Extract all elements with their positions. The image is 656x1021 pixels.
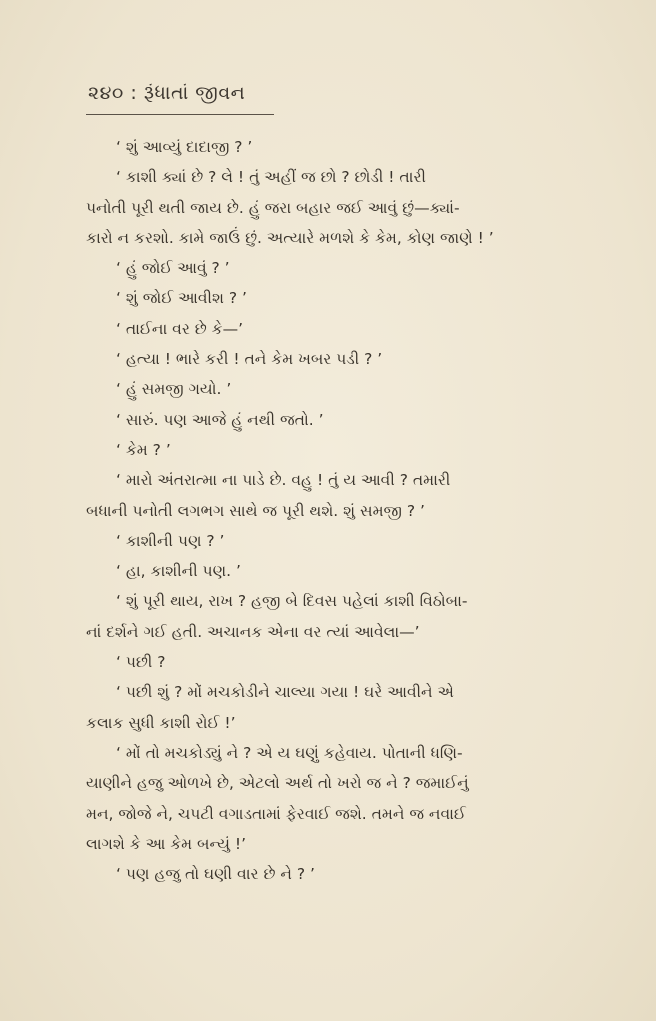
text-line: ‘ હા, કાશીની પણ. ’	[116, 562, 241, 581]
text-line: ‘ મારો અંતરાત્મા ના પાડે છે. વહુ ! તું ય આવી ? તમારી	[116, 471, 451, 490]
text-line: ‘ કેમ ? ’	[116, 440, 171, 459]
text-line: ‘ શું જોઈ આવીશ ? ’	[116, 289, 247, 308]
text-line: ‘ શું આવ્યું દાદાજી ? ’	[116, 138, 253, 156]
text-line: ‘ પણ હજુ તો ઘણી વાર છે ને ? ’	[116, 865, 315, 884]
text-line: ‘ પછી ?	[116, 653, 166, 672]
text-line: ‘ કાશી ક્યાં છે ? લે ! તું અહીં જ છો ? છોડી ! તારી	[116, 168, 426, 187]
text-line: ‘ હત્યા ! ભારે કરી ! તને કેમ ખબર પડી ? ’	[116, 350, 383, 369]
text-line: ‘ કાશીની પણ ? ’	[116, 531, 225, 550]
text-line: યાણીને હજુ ઓળખે છે, એટલો અર્થ તો ખરો જ ને ? જમાઈનું	[86, 774, 469, 793]
text-line: ‘ પછી શું ? મોં મચકોડીને ચાલ્યા ગયા ! ઘરે આવીને એ	[116, 683, 454, 702]
text-line: ‘ મોં તો મચકોડ્યું ને ? એ ય ઘણું કહેવાય. પોતાની ધણિ-	[116, 743, 463, 762]
body-text	[86, 132, 606, 889]
text-line: બધાની પનોતી લગભગ સાથે જ પૂરી થશે. શું સમજી ? ’	[86, 501, 425, 520]
text-line: નાં દર્શને ગઈ હતી. અચાનક એના વર ત્યાં આવેલા—’	[86, 622, 420, 641]
text-line: ‘ શું પૂરી થાય, રાખ ? હજી બે દિવસ પહેલાં કાશી વિઠોબા-	[116, 592, 468, 611]
text-line: ‘ સારું. પણ આજે હું નથી જતો. ’	[116, 410, 324, 429]
text-line: ‘ હું સમજી ગયો. ’	[116, 380, 232, 399]
text-line: કારો ન કરશો. કામે જાઉં છું. અત્યારે મળશે કે કેમ, કોણ જાણે ! ’	[86, 228, 494, 247]
text-line: ‘ હું જોઈ આવું ? ’	[116, 259, 230, 278]
text-line: પનોતી પૂરી થતી જાય છે. હું જરા બહાર જઈ આવું છું—ક્યાં-	[86, 198, 460, 217]
running-header: ૨૪૦ : રૂંધાતાં જીવન	[88, 82, 246, 104]
text-line: મન, જોજે ને, ચપટી વગાડતામાં ફેરવાઈ જશે. તમને જ નવાઈ	[86, 804, 466, 823]
text-line: કલાક સુધી કાશી રોઈ !’	[86, 713, 236, 732]
text-line: ‘ તાઈના વર છે કે—’	[116, 319, 244, 338]
header-underline	[86, 114, 274, 115]
text-line: લાગશે કે આ કેમ બન્યું !’	[86, 834, 247, 853]
